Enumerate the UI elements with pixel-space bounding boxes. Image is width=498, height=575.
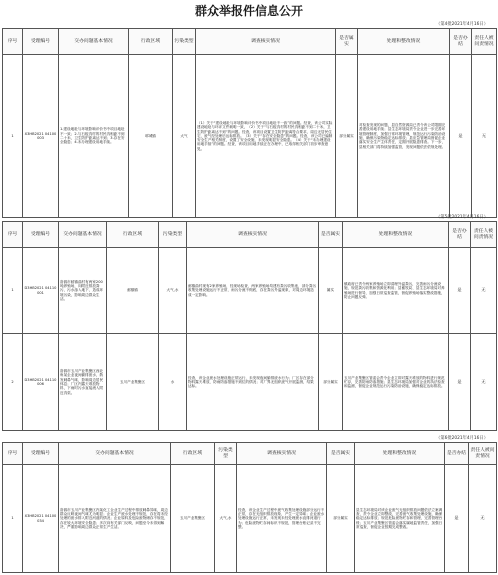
cell-verdict: 部分属实 [336, 55, 358, 218]
cell-id: D3HB2021 04110006 [23, 334, 59, 431]
col-header-no: 序号 [3, 443, 23, 465]
col-header-investigation: 调查核实情况 [187, 222, 319, 248]
col-header-accountability: 责任人被问责情况 [469, 443, 497, 465]
col-header-investigation: 调查核实情况 [237, 443, 327, 465]
cell-no: 1 [3, 248, 23, 334]
col-header-id: 受理编号 [23, 222, 59, 248]
col-header-problem: 交办问题基本情况 [59, 222, 107, 248]
col-header-pollution: 污染类型 [215, 443, 237, 465]
cell-region: 邮镇镇 [107, 248, 159, 334]
cell-accountability: 无 [471, 334, 497, 431]
col-header-problem: 交办问题基本情况 [59, 443, 171, 465]
cell-region: 玉川产业集聚区 [171, 465, 215, 573]
col-header-accountability: 责任人被问责情况 [472, 29, 497, 55]
col-header-verdict: 是否属实 [336, 29, 358, 55]
batch-note: （第6批2021年4月16日） [436, 436, 488, 441]
col-header-no: 序号 [3, 29, 23, 55]
col-header-region: 行政区域 [129, 29, 173, 55]
cell-no: 1 [3, 465, 23, 573]
cell-handling: 对检查发现的问题，县自然资源局已责令该公司限期完善建设用地手续；县生态环境局责令企业进一步完善环境管理制度，加强日常环境管理，规范运行污染防治设施，确保污染物稳定达标排放；县应急管理局督促企业落实安全生产主体责任，定期开展隐患排查。下一步，县相关部门将持续加强监管，发现问题依法依规处理。 [358, 55, 450, 218]
batch-note: （第5批2021年4月16日） [436, 215, 488, 220]
col-header-pollution: 污染类型 [159, 222, 187, 248]
col-header-problem: 交办问题基本情况 [59, 29, 129, 55]
report-table-batch-5 [2, 221, 497, 431]
cell-accountability: 无 [472, 55, 497, 218]
cell-investigation: 经查，该企业废水处理设施正常运行，未发现夜间偷排废水行为；厂区存在部分物料露天堆放、防雨防渗措施不到位的情况；对厂界无组织废气开展监测，结果达标。 [187, 334, 319, 431]
cell-verdict: 部分属实 [327, 465, 355, 573]
cell-pollution: 大气 [173, 55, 196, 218]
cell-no: 2 [3, 334, 23, 431]
cell-pollution: 水 [159, 334, 187, 431]
col-header-handling: 处理和整改情况 [358, 29, 450, 55]
col-header-id: 受理编号 [23, 29, 59, 55]
cell-problem: 1.建设地址与环境影响评价书中项目地址不一致；2.与石板沟村的村民沟相距不到二十米，卫生防护距离达不到；3.存在安全隐患；4.未办理建设用地手续。 [59, 55, 129, 218]
cell-accountability: 无 [471, 248, 497, 334]
cell-handling: 镇政府已责令两家养殖场立即清理外溢粪污，完善雨污分流设施，规范粪污收集和资源化利用；县畜牧局、县生态环境局对养殖场进行督导，加强日常巡查监管，督促养殖场落实整改措施，防止问题反弹。 [343, 248, 449, 334]
col-header-accountability: 责任人被问责情况 [471, 222, 497, 248]
table-row [3, 248, 497, 334]
cell-pollution: 大气,水 [215, 465, 237, 573]
page-title: 群众举报件信息公开 [194, 4, 303, 18]
col-header-region: 行政区域 [107, 222, 159, 248]
cell-investigation: 邮镇曲村现有2家养殖场，经现场检查，两家养殖场均建有粪污收集池，部分粪污收集处理设施运行不正常，雨污分流不彻底，存在粪污外溢现象，对周边环境造成一定影响。 [187, 248, 319, 334]
table-header-row [3, 222, 497, 248]
cell-closed: 是 [449, 248, 471, 334]
table-row [3, 334, 497, 431]
cell-investigation: 经查，该企业生产过程中废气收集处理设施部分运行不正常，存在无组织排放现象，产生一定异味；企业废水处理设施运行正常，未发现未经处理废水直排河道行为；危险废物贮存间标识不规范，管理台账记录不完整。 [237, 465, 327, 573]
cell-verdict: 部分属实 [319, 334, 343, 431]
cell-closed: 是 [450, 55, 472, 218]
col-header-closed: 是否办结 [450, 29, 472, 55]
col-header-pollution: 污染类型 [173, 29, 196, 55]
cell-handling: 县生态环境局对该企业废气无组织排放问题依法立案调查，责令企业立即整改，完善废气收集处理设施，确保稳定达标排放；规范危险废物贮存和管理，完善管理台账；玉川产业集聚区管委会落实属地监管责任，加强日常巡查，督促企业按期完成整改。 [355, 465, 445, 573]
report-table-batch-6 [2, 442, 497, 573]
cell-id: X3HB2021 04100034 [23, 465, 59, 573]
col-header-region: 行政区域 [171, 443, 215, 465]
table-row [3, 465, 497, 573]
col-header-verdict: 是否属实 [327, 443, 355, 465]
cell-problem: 洛源市玉川产业集聚区内某化工企业生产过程中排放刺鼻异味，周边群众反映夜间气味尤为明显；企业生产废水处理不规范，存在将未经处理的废水排入附近河道的情况；企业原料及危险废物储存不规范，存在较大环境安全隐患；多次向有关部门反映，问题至今未得到解决，严重影响周边群众正常生产生活。 [59, 465, 171, 573]
cell-id: X3HB2021 04100003 [23, 55, 59, 218]
cell-verdict: 属实 [319, 248, 343, 334]
col-header-handling: 处理和整改情况 [355, 443, 445, 465]
table-row [3, 55, 497, 218]
cell-id: D3HB2021 04110001 [23, 248, 59, 334]
cell-problem: 洛源市玉川产业集聚区西北角某企业夜间偷排废水，散发刺鼻气味，影响周边居民休息；厂区内露天堆放物料，下雨时污水直接流入附近沟渠。 [59, 334, 107, 431]
cell-investigation: （1）关于“建设地址与环境影响评价书中项目地址不一致”的问题。经查，该公司实际建设地址与环评文件载明一致，（2）关于“与石板沟村的村民沟相距不到二十米，卫生防护距离达不到”的问题。经查，该项目设置卫生防护距离符合要求，周边无居民住宅，废气经处理后达标排放。（3）关于“存在安全隐患”的问题。经查，该公司已编制安全生产相关制度，设置了安全设施，未发现明显安全隐患。（4）关于“未办理建设用地手续”的问题。经查，该项目用地手续正在办理中，已取得相关部门初步审查意见。 [196, 55, 336, 218]
cell-no: 1 [3, 55, 23, 218]
table-header-row [3, 443, 497, 465]
cell-pollution: 大气,水 [159, 248, 187, 334]
col-header-no: 序号 [3, 222, 23, 248]
cell-closed: 是 [449, 334, 471, 431]
cell-problem: 洛源市邮镇曲村有两家200吨养殖场，向附近排放粪污，污水渗入地下，造成环境污染，影响周边群众生活。 [59, 248, 107, 334]
report-table-batch-4 [2, 28, 497, 218]
col-header-investigation: 调查核实情况 [196, 29, 336, 55]
batch-note: （第4批2021年4月16日） [436, 22, 488, 27]
cell-region: 耶城镇 [129, 55, 173, 218]
col-header-id: 受理编号 [23, 443, 59, 465]
cell-handling: 玉川产业集聚区管委会责令企业立即对露天堆放的物料进行规范贮存，完善防雨防渗措施；县生态环境局加强对企业的执法检查和监测，督促企业规范运行污染防治设施，确保稳定达标排放。 [343, 334, 449, 431]
table-header-row [3, 29, 497, 55]
cell-closed: 是 [445, 465, 469, 573]
cell-accountability: 无 [469, 465, 497, 573]
cell-region: 玉川产业集聚区 [107, 334, 159, 431]
col-header-handling: 处理和整改情况 [343, 222, 449, 248]
col-header-verdict: 是否属实 [319, 222, 343, 248]
col-header-closed: 是否办结 [449, 222, 471, 248]
col-header-closed: 是否办结 [445, 443, 469, 465]
